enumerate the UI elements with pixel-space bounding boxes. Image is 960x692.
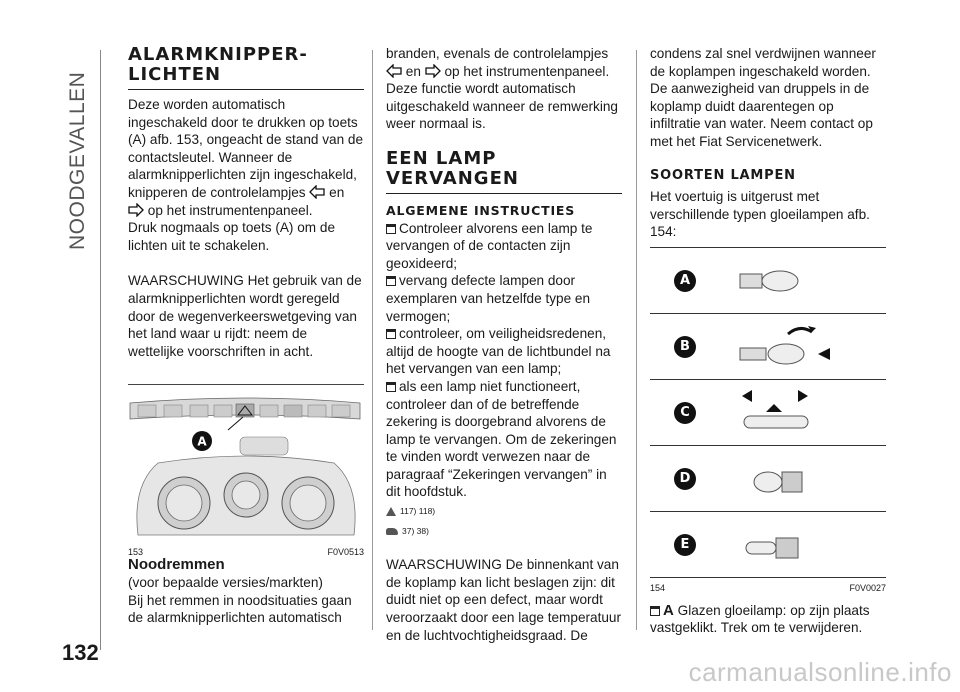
dashboard-illustration <box>128 385 364 540</box>
warning-triangle-icon <box>386 507 396 516</box>
section-title: SOORTEN LAMPEN <box>650 167 796 183</box>
subsection-title: Noodremmen <box>128 556 225 574</box>
lamp-row-d <box>650 446 886 512</box>
bullet-item: Controleer alvorens een lamp te vervangen of de contacten zijn geoxideerd; <box>386 220 593 271</box>
lamp-label-c: C <box>674 402 696 424</box>
warning-text: WAARSCHUWING De binnenkant van de koplamp kan licht beslagen zijn: dit duidt niet op een defect, maar wordt veroorzaakt door een lage temperatuur en de luchtvochtigheidsgraad. De <box>386 557 622 643</box>
svg-text:A: A <box>197 434 207 449</box>
page-number: 132 <box>62 640 99 665</box>
lamp-row-a <box>650 248 886 314</box>
column-divider <box>636 50 637 630</box>
bullet-icon <box>650 606 660 616</box>
section-label: NOODGEVALLEN <box>66 71 89 250</box>
margin-rule <box>100 50 101 650</box>
car-icon <box>386 528 398 535</box>
figure-number: 153 <box>128 547 144 558</box>
section-title: EEN LAMP VERVANGEN <box>386 149 622 194</box>
lamp-label-e: E <box>674 534 696 556</box>
turn-signal-left-icon <box>386 64 402 78</box>
paragraph: condens zal snel verdwijnen wanneer de koplampen ingeschakeld worden. De aanwezigheid van druppels in de koplamp duidt daarentegen op infiltratie van water. Neem contact op met het Fiat Servicenetwerk. <box>650 46 876 149</box>
paragraph: Druk nogmaals op toets (A) om de lichten uit te schakelen. <box>128 220 336 253</box>
paragraph: branden, evenals de controlelampjes en op het instrumentenpaneel. <box>386 46 610 79</box>
bayonet-bulb-icon <box>738 324 838 369</box>
warning-note: 117) 118) <box>386 503 622 521</box>
turn-signal-left-icon <box>309 185 325 199</box>
figure-153 <box>128 384 364 558</box>
column-1 <box>128 45 364 627</box>
bullet-item: vervang defecte lampen door exemplaren van hetzelfde type en vermogen; <box>386 273 591 324</box>
column-divider <box>372 50 373 630</box>
paragraph: Deze worden automatisch ingeschakeld door te drukken op toets (A) afb. 153, ongeacht de stand van de contactsleutel. Wanneer de alarmknipperlichten zijn ingeschakeld, knipperen de controlelampjes en op het instrumentenpaneel. <box>128 97 364 218</box>
watermark: carmanualsonline.info <box>688 657 952 687</box>
caution-note: 37) 38) <box>386 523 622 541</box>
bullet-item: als een lamp niet functioneert, controleer dan of de betreffende zekering is doorgebrand alvorens de lamp te vervangen. Om de zekeringen te vinden wordt verwezen naar de paragraaf “Zekeringen vervangen” in dit hoofdstuk. <box>386 378 617 500</box>
paragraph: (voor bepaalde versies/markten) <box>128 574 323 590</box>
lamp-label-b: B <box>674 336 696 358</box>
bullet-icon <box>386 276 396 286</box>
lamp-row-e <box>650 512 886 578</box>
figure-code: F0V0513 <box>327 547 364 558</box>
lamp-description: A Glazen gloeilamp: op zijn plaats vastgeklikt. Trek om te verwijderen. <box>650 601 870 636</box>
paragraph: Het voertuig is uitgerust met verschillende typen gloeilampen afb. 154: <box>650 189 870 240</box>
lamp-label-a: A <box>674 270 696 292</box>
section-title: ALARMKNIPPER- LICHTEN <box>128 45 364 90</box>
bullet-icon <box>386 382 396 392</box>
figure-154 <box>650 247 886 598</box>
turn-signal-right-icon <box>425 64 441 78</box>
column-2 <box>386 45 622 644</box>
lamp-row-c <box>650 380 886 446</box>
subsection-title: ALGEMENE INSTRUCTIES <box>386 202 576 218</box>
lamp-label-d: D <box>674 468 696 490</box>
festoon-bulb-icon <box>738 390 838 435</box>
figure-code: F0V0027 <box>849 582 886 593</box>
wedge-bulb-icon <box>738 258 818 303</box>
halogen-h4-bulb-icon <box>738 456 818 506</box>
lamp-row-b <box>650 314 886 380</box>
bullet-icon <box>386 224 396 234</box>
turn-signal-right-icon <box>128 203 144 217</box>
paragraph: Bij het remmen in noodsituaties gaan de alarmknipperlichten automatisch <box>128 592 352 626</box>
column-3 <box>650 45 886 637</box>
paragraph: Deze functie wordt automatisch uitgeschakeld wanneer de remwerking weer normaal is. <box>386 81 618 132</box>
bullet-item: controleer, om veiligheidsredenen, altijd de hoogte van de lichtbundel na het vervangen van een lamp; <box>386 326 611 377</box>
warning-text: WAARSCHUWING Het gebruik van de alarmknipperlichten wordt geregeld door de wegenverkeerswetgeving van het land waar u rijdt: neem de wettelijke voorschriften in acht. <box>128 273 362 359</box>
figure-number: 154 <box>650 582 666 593</box>
bullet-icon <box>386 329 396 339</box>
halogen-h7-bulb-icon <box>738 522 818 572</box>
